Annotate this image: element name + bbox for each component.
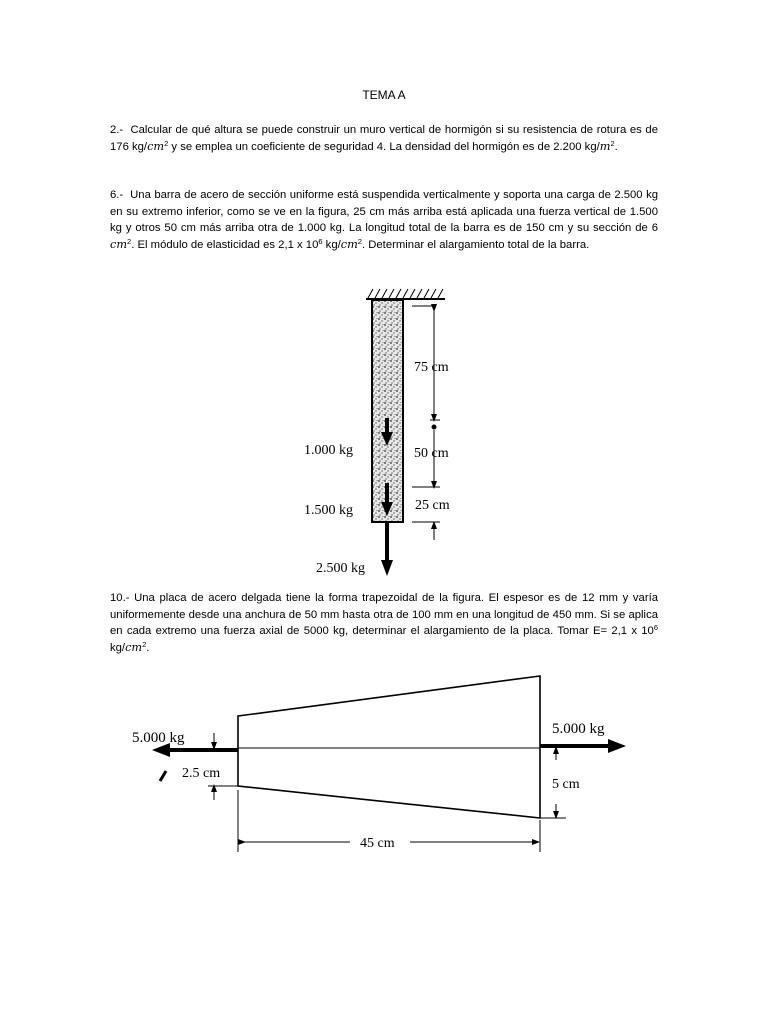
problem-6-number: 6.- (110, 189, 124, 201)
problem-2-exp-2: 2 (610, 138, 615, 148)
dim-label-right: 5 cm (552, 777, 580, 792)
problem-10-text-1: Una placa de acero delgada tiene la forma trapezoidal de la figura. El espesor es de 12 mm y varía uniformemente desde una anchura de 50 mm hasta otra de 100 mm en una longitud de 450 mm. Si se aplica en cada extremo una fuerza axial de 5000 kg, determinar el alargamiento de la placa. Tomar E= 2,1 x 10 (110, 592, 658, 637)
problem-10-exp-2: 2 (142, 639, 147, 649)
force-label-right: 5.000 kg (552, 721, 605, 737)
problem-6-exp-2: 6 (318, 236, 323, 246)
problem-6-exp-3: 2 (357, 236, 362, 246)
problem-6-text-3: kg/ (322, 238, 341, 251)
force-label-left: 5.000 kg (132, 730, 185, 746)
dim-label-length: 45 cm (360, 836, 395, 851)
problem-10-number: 10.- (110, 592, 130, 604)
problem-10-exp-1: 6 (653, 623, 658, 632)
problem-6-exp-1: 2 (127, 236, 132, 246)
load-label-2500: 2.500 kg (316, 561, 365, 576)
dim-label-25: 25 cm (415, 498, 450, 513)
problem-6-unit-3: cm (340, 237, 358, 251)
load-label-1500: 1.500 kg (304, 503, 353, 518)
dim-label-75: 75 cm (414, 360, 449, 375)
problem-10-unit-1: cm (125, 640, 143, 654)
problem-2-text-3: . (614, 140, 618, 153)
trapezoidal-plate (238, 676, 540, 818)
problem-6-unit-1: cm (110, 237, 128, 251)
problem-2-unit-2: m (599, 139, 611, 153)
problem-6-text-4: . Determinar el alargamiento total de la barra. (361, 238, 590, 251)
problem-6-text-2: . El módulo de elasticidad es 2,1 x 10 (131, 238, 319, 251)
problem-2-text-2: y se emplea un coeficiente de seguridad 4. La densidad del hormigón es de 2.200 kg/ (168, 140, 600, 153)
load-label-1000: 1.000 kg (304, 443, 353, 458)
page-title: TEMA A (362, 88, 406, 102)
problem-2-exp-1: 2 (164, 138, 169, 148)
problem-6-text-1: Una barra de acero de sección uniforme está suspendida verticalmente y soporta una carga de 2.500 kg en su extremo inferior, como se ve en la figura, 25 cm más arriba está aplicada una fuerza vertical de 1.500 kg y otros 50 cm más arriba otra de 1.000 kg. La longitud total de la barra es de 150 cm y su sección de 6 (110, 189, 658, 234)
problem-10-text-3: . (146, 641, 150, 654)
problem-2-unit-1: cm (147, 139, 165, 153)
dim-label-50: 50 cm (414, 446, 449, 461)
force-arrow-right (540, 739, 626, 753)
problem-2-number: 2.- (110, 124, 124, 136)
problem-2-text-1: Calcular de qué altura se puede construir un muro vertical de hormigón si su resistencia de rotura es de 176 kg/ (110, 124, 658, 153)
problem-10-text-2: kg/ (110, 641, 126, 654)
dim-label-left: 2.5 cm (182, 766, 221, 781)
